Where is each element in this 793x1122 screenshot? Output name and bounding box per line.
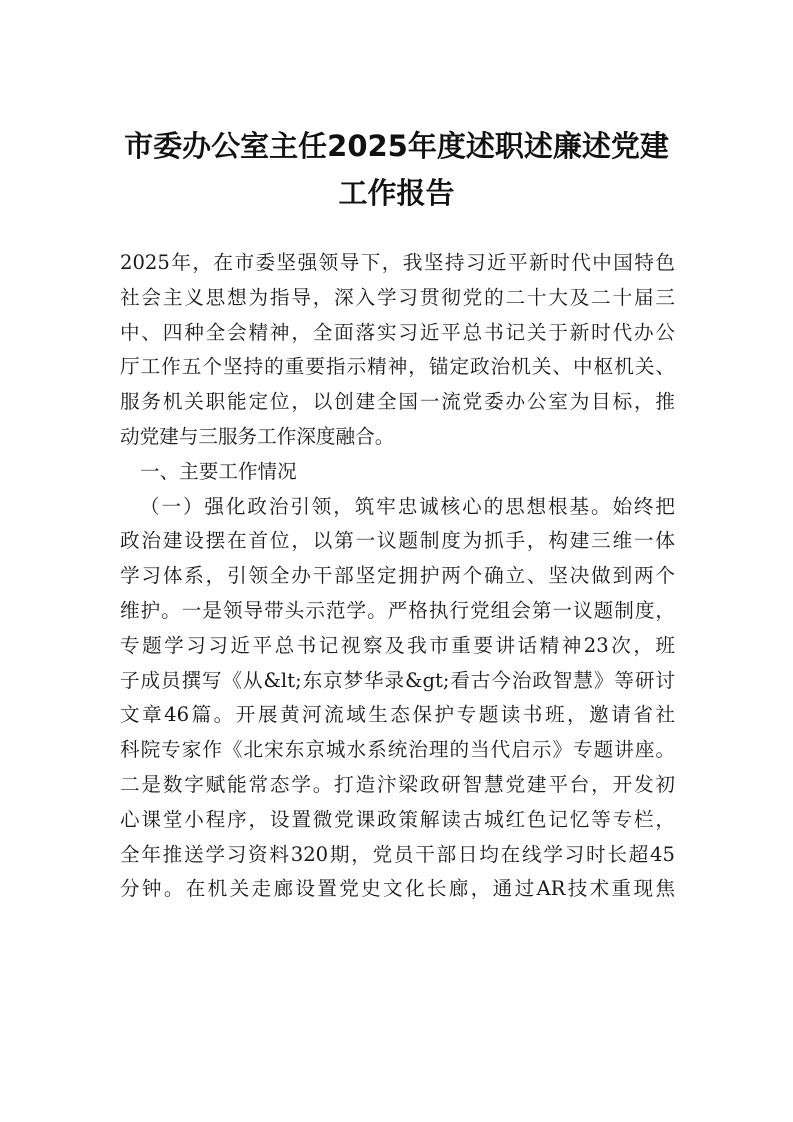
body-line: （一）强化政治引领，筑牢忠诚核心的思想根基。始终把 bbox=[140, 494, 675, 518]
body-line: 服务机关职能定位，以创建全国一流党委办公室为目标，推 bbox=[120, 390, 675, 414]
body-line: 分钟。在机关走廊设置党史文化长廊，通过AR技术重现焦 bbox=[120, 877, 675, 901]
body-line: 社会主义思想为指导，深入学习贯彻党的二十大及二十届三 bbox=[120, 285, 675, 309]
document-title-line-2: 工作报告 bbox=[338, 176, 455, 210]
body-line: 政治建设摆在首位，以第一议题制度为抓手，构建三维一体 bbox=[120, 529, 675, 553]
body-line: 科院专家作《北宋东京城水系统治理的当代启示》专题讲座。 bbox=[120, 738, 675, 762]
body-line: 专题学习习近平总书记视察及我市重要讲话精神23次，班 bbox=[120, 633, 675, 657]
body-line: 学习体系，引领全办干部坚定拥护两个确立、坚决做到两个 bbox=[120, 564, 675, 588]
body-line: 文章46篇。开展黄河流域生态保护专题读书班，邀请省社 bbox=[120, 703, 675, 727]
body-line: 2025年，在市委坚强领导下，我坚持习近平新时代中国特色 bbox=[120, 251, 675, 274]
body-line: 全年推送学习资料320期，党员干部日均在线学习时长超45 bbox=[120, 842, 675, 866]
body-line: 二是数字赋能常态学。打造汴梁政研智慧党建平台，开发初 bbox=[120, 772, 675, 796]
body-line: 动党建与三服务工作深度融合。 bbox=[120, 424, 395, 448]
body-line: 中、四种全会精神，全面落实习近平总书记关于新时代办公 bbox=[120, 320, 675, 344]
document-title-line-1: 市委办公室主任2025年度述职述廉述党建 bbox=[124, 129, 669, 163]
document-body bbox=[120, 246, 675, 907]
body-line: 子成员撰写《从&lt;东京梦华录&gt;看古今治政智慧》等研讨 bbox=[120, 668, 675, 692]
body-line: 维护。一是领导带头示范学。严格执行党组会第一议题制度， bbox=[120, 598, 675, 622]
body-line: 心课堂小程序，设置微党课政策解读古城红色记忆等专栏， bbox=[120, 807, 675, 831]
section-heading: 一、主要工作情况 bbox=[140, 459, 297, 483]
body-line: 厅工作五个坚持的重要指示精神，锚定政治机关、中枢机关、 bbox=[120, 355, 675, 379]
